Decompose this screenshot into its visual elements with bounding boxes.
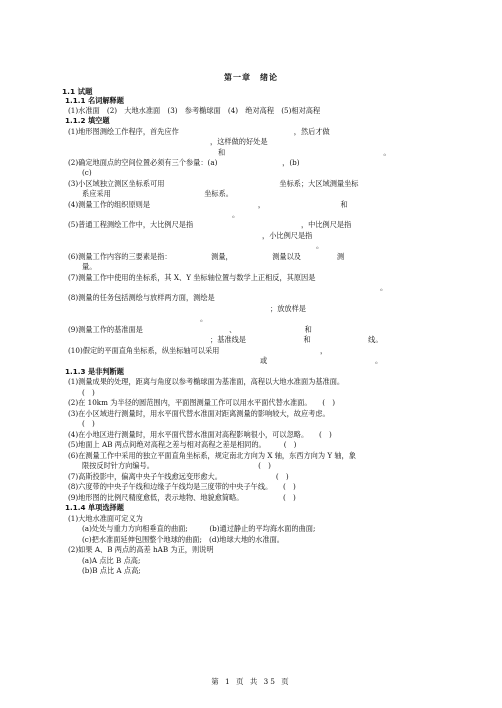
text-line: (1)地形图测绘工作程序，首先应作 ，然后才做	[68, 127, 330, 136]
text-line: ，这样做的好处是	[210, 137, 268, 146]
text-line: 和 。	[218, 148, 391, 157]
text-line: (9)测量工作的基准面是 、 和	[68, 325, 312, 334]
text-line: (4)测量工作的组织原则是 ， 和	[68, 200, 348, 209]
text-line: (c)	[82, 168, 92, 177]
text-line: (c)把水准面延伸包围整个地球的曲面; (d)地球大地的水准面。	[82, 535, 284, 544]
text-line: (9)地形图的比例尺精度愈低，表示地物、地貌愈简略。 ( )	[68, 493, 296, 502]
text-line: (7)高斯投影中，偏离中央子午线愈远变形愈大。 ( )	[68, 472, 289, 481]
text-line: (4)在小地区进行测量时，用水平面代替水准面对高程影响很小，可以忽略。 ( )	[68, 430, 332, 439]
chapter-title: 第一章 绪论	[224, 73, 278, 82]
section-heading: 1.1.3 是非判断题	[65, 367, 124, 376]
text-line: (2)如果 A、B 两点的高差 hAB 为正，则说明	[68, 545, 214, 554]
section-heading: 1.1.2 填空题	[65, 116, 110, 125]
text-line: (5)地面上 AB 两点间绝对高程之差与相对高程之差是相同的。 ( )	[68, 440, 297, 449]
section-heading: 1.1.4 单项选择题	[65, 503, 124, 512]
text-line: ( )	[82, 419, 95, 428]
text-line: (6)在测量工作中采用的独立平面直角坐标系，规定南北方向为 X 轴，东西方向为 Y 轴，象	[68, 451, 356, 460]
text-line: (5)普通工程测绘工作中，大比例尺是指 ，中比例尺是指	[68, 220, 352, 229]
text-line: 限按反时针方向编号。 ( )	[82, 461, 271, 470]
text-line: (3)小区域独立测区坐标系可用 坐标系；大区域测量坐标	[68, 179, 359, 188]
text-line: (7)测量工作中使用的坐标系，其 X、Y 坐标轴位置与数学上正相反，其原因是	[68, 273, 316, 282]
text-line: (6)测量工作内容的三要素是指： 测量， 测量以及 测	[68, 252, 345, 261]
text-line: (b)B 点比 A 点高;	[82, 566, 141, 575]
text-line: (10)假定的平面直角坐标系，纵坐标轴可以采用 ，	[68, 346, 328, 355]
text-line: 。	[380, 283, 388, 292]
text-line: (1)大地水准面可定义为	[68, 514, 143, 523]
text-line: 。	[232, 210, 240, 219]
section-heading: 1.1 试题	[62, 87, 93, 96]
text-line: (8)六度带的中央子午线和边缘子午线均是三度带的中央子午线。 ( )	[68, 482, 296, 491]
text-line: (a)A 点比 B 点高;	[82, 556, 141, 565]
text-line: (1)水准面 (2) 大地水准面 (3) 参考椭球面 (4) 绝对高程 (5)相对高程	[68, 106, 321, 115]
text-line: ；基准线是 和 线。	[210, 335, 383, 344]
text-line: 。	[200, 314, 208, 323]
text-line: (2)在 10km 为半径的圆范围内，平面图测量工作可以用水平面代替水准面。 ( )	[68, 398, 336, 407]
text-line: (a)处处与重力方向相垂直的曲面; (b)通过静止的平均海水面的曲面;	[82, 524, 316, 533]
text-line: (1)测量成果的处理，距离与角度以参考椭球面为基准面，高程以大地水准面为基准面。	[68, 377, 345, 386]
text-line: (3)在小区域进行测量时，用水平面代替水准面对距离测量的影响较大，故应考虑。	[68, 409, 330, 418]
text-line: 系应采用 坐标系。	[82, 189, 233, 198]
page-footer: 第 1 页 共 35 页	[211, 677, 291, 686]
section-heading: 1.1.1 名词解释题	[65, 96, 124, 105]
text-line: (2)确定地面点的空间位置必须有三个参量：(a) ，(b)	[68, 158, 300, 167]
text-line: 。	[316, 241, 324, 250]
text-line: 或 。	[260, 356, 383, 365]
text-line: ( )	[82, 388, 95, 397]
text-line: ，小比例尺是指	[262, 231, 313, 240]
text-line: 量。	[82, 262, 97, 271]
text-line: (8)测量的任务包括测绘与放样两方面，测绘是	[68, 293, 215, 302]
text-line: ；放放样是	[270, 304, 306, 313]
